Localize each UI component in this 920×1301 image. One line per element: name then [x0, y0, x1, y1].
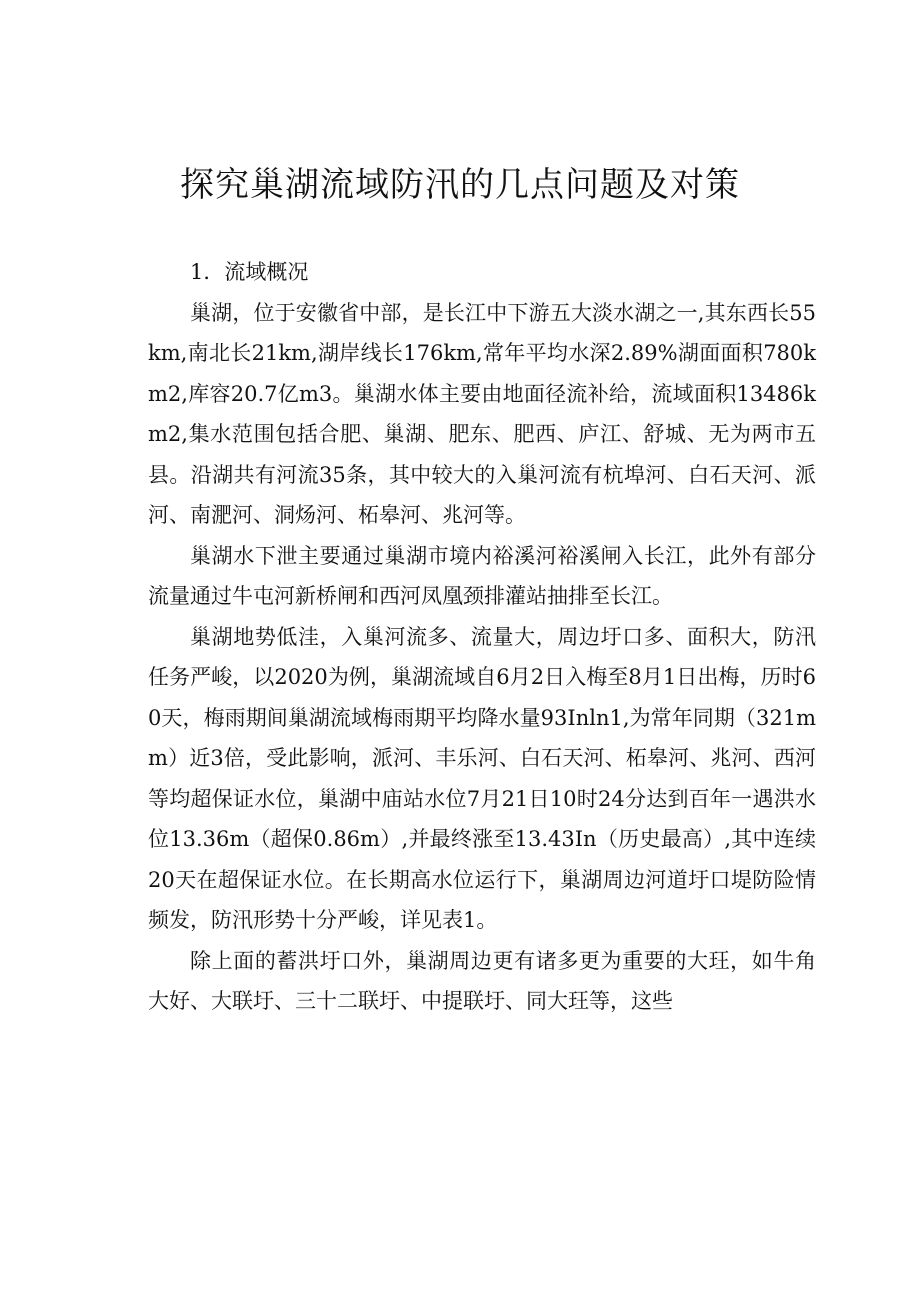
paragraph-3: 巢湖地势低洼，入巢河流多、流量大，周边圩口多、面积大，防汛任务严峻，以2020为例，巢湖流域自6月2日入梅至8月1日出梅，历时60天，梅雨期间巢湖流域梅雨期平均降水量93Inln1,为常年同期（321mm）近3倍，受此影响，派河、丰乐河、白石天河、柘皋河、兆河、西河等均超保证水位，巢湖中庙站水位7月21日10时24分达到百年一遇洪水位13.36m（超保0.86m）,并最终涨至13.43In（历史最高）,其中连续20天在超保证水位。在长期高水位运行下，巢湖周边河道圩口堤防险情频发，防汛形势十分严峻，详见表1。 — [148, 624, 816, 932]
document-title: 探究巢湖流域防汛的几点问题及对策 — [180, 165, 740, 205]
paragraph-1: 巢湖，位于安徽省中部，是长江中下游五大淡水湖之一,其东西长55km,南北长21km,湖岸线长176km,常年平均水深2.89%湖面面积780km2,库容20.7亿m3。巢湖水体主要由地面径流补给，流域面积13486km2,集水范围包括合肥、巢湖、肥东、肥西、庐江、舒城、无为两市五县。沿湖共有河流35条，其中较大的入巢河流有杭埠河、白石天河、派河、南淝河、洞炀河、柘皋河、兆河等。 — [148, 300, 816, 527]
section-heading: 1．流域概况 — [190, 260, 309, 284]
paragraph-2: 巢湖水下泄主要通过巢湖市境内裕溪河裕溪闸入长江，此外有部分流量通过牛屯河新桥闸和西河凤凰颈排灌站抽排至长江。 — [148, 543, 816, 608]
document-body — [148, 252, 816, 1022]
paragraph-4: 除上面的蓄洪圩口外，巢湖周边更有诸多更为重要的大玨，如牛角大好、大联圩、三十二联圩、中提联圩、同大玨等，这些 — [148, 948, 816, 1013]
